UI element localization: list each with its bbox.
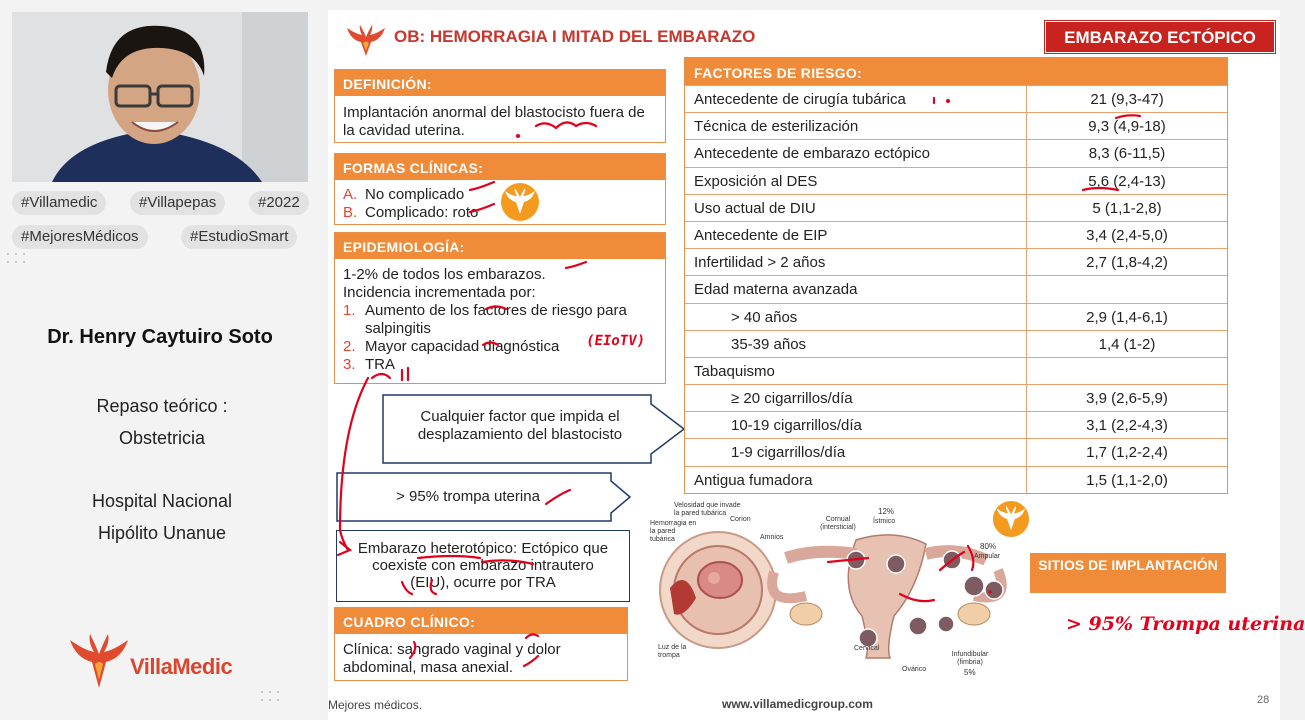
risk-table-header: FACTORES DE RIESGO: (685, 58, 1227, 85)
epidemiologia-box (334, 232, 666, 384)
table-row (685, 357, 1227, 384)
diagram-label: Luz de la trompa (658, 644, 687, 659)
presenter-name: Dr. Henry Caytuiro Soto (47, 326, 273, 348)
phoenix-badge-icon (992, 500, 1030, 538)
hashtag: #Villapepas (130, 191, 225, 215)
list-item-text: Complicado: roto (365, 204, 479, 221)
list-item (343, 356, 657, 374)
factor-callout-text: Cualquier factor que impida el desplazamiento del blastocisto (417, 408, 623, 443)
risk-table-body (685, 85, 1227, 493)
list-item-text: Aumento de los factores de riesgo para salpingitis (365, 302, 627, 337)
risk-value-cell: 5 (1,1-2,8) (1092, 199, 1162, 217)
diagram-label: Cervical (854, 645, 880, 652)
diagram-label: 12% (878, 507, 895, 516)
definicion-box (334, 69, 666, 143)
table-row (685, 411, 1227, 438)
epidemiologia-content (335, 259, 665, 378)
presenter-panel (0, 0, 320, 720)
list-marker: 1. (343, 302, 356, 319)
diagram-label: Ampular (974, 553, 1001, 560)
footer-url: www.villamedicgroup.com (722, 697, 873, 711)
diagram-label: Ovárico (902, 666, 927, 673)
risk-value-cell: 2,7 (1,8-4,2) (1086, 254, 1168, 272)
brand-name: VillaMedic (130, 654, 233, 679)
list-item-text: No complicado (365, 186, 465, 203)
list-marker: B. (343, 204, 358, 221)
risk-factor-cell: Técnica de esterilización (685, 113, 1027, 139)
table-row (685, 275, 1227, 302)
risk-value-cell (1027, 276, 1227, 302)
risk-value-cell: 2,9 (1,4-6,1) (1086, 308, 1168, 326)
risk-factor-cell: > 40 años (685, 304, 1027, 330)
handwritten-note: (EIoTV) (584, 333, 647, 349)
diagram-label: Infundibular (fimbria) (951, 651, 989, 666)
slide-title: OB: HEMORRAGIA I MITAD DEL EMBARAZO (394, 27, 756, 46)
heterotopico-callout: Embarazo heterotópico: Ectópico que coexiste con embarazo intrautero (EIU), ocurre por TRA (336, 530, 630, 602)
list-item-text: Mayor capacidad diagnóstica (365, 338, 560, 355)
risk-factor-cell: Antecedente de EIP (685, 222, 1027, 248)
table-row (685, 330, 1227, 357)
handwritten-note: > 95% Trompa uterina (1066, 613, 1305, 635)
diagram-label: 5% (964, 668, 976, 677)
table-row (685, 438, 1227, 465)
info-line: Hipólito Unanue (97, 523, 227, 543)
footer-tagline: Mejores médicos. (328, 698, 423, 712)
risk-value-cell: 3,1 (2,2-4,3) (1086, 417, 1168, 435)
risk-factor-cell: Exposición al DES (685, 168, 1027, 194)
risk-value-cell: 1,7 (1,2-2,4) (1086, 444, 1168, 462)
risk-factor-cell: Antigua fumadora (685, 467, 1027, 493)
risk-factor-cell: Tabaquismo (685, 358, 1027, 384)
risk-factor-cell: Antecedente de embarazo ectópico (685, 140, 1027, 166)
table-row (685, 303, 1227, 330)
risk-factor-cell: 1-9 cigarrillos/día (685, 439, 1027, 465)
epidemiologia-header: EPIDEMIOLOGÍA: (335, 233, 665, 259)
risk-value-cell: 9,3 (4,9-18) (1088, 118, 1166, 136)
cuadro-header: CUADRO CLÍNICO: (335, 608, 627, 634)
diagram-label: Corion (730, 516, 751, 523)
risk-factor-cell: ≥ 20 cigarrillos/día (685, 385, 1027, 411)
info-line: Obstetricia (118, 428, 206, 448)
diagram-label: Cornual (intersticial) (820, 516, 856, 531)
table-row (685, 194, 1227, 221)
phoenix-logo-icon (68, 632, 130, 692)
diagram-label: Hemorragia en la pared tubárica (650, 520, 697, 543)
diagram-label: Amnios (760, 534, 784, 541)
risk-factor-cell: Infertilidad > 2 años (685, 249, 1027, 275)
hashtag: #Villamedic (12, 191, 106, 215)
page-number: 28 (1257, 694, 1270, 706)
list-marker: 3. (343, 356, 356, 373)
risk-factor-cell: 10-19 cigarrillos/día (685, 412, 1027, 438)
cuadro-text: Clínica: sangrado vaginal y dolor abdominal, masa anexial. (343, 641, 561, 676)
cuadro-clinico-box (334, 607, 628, 681)
risk-value-cell: 8,3 (6-11,5) (1088, 145, 1166, 163)
dot-grid-decoration (4, 250, 44, 290)
table-row (685, 85, 1227, 112)
presenter-video-image (12, 12, 308, 182)
diagram-label: Ístmico (873, 518, 896, 525)
risk-factor-cell: Edad materna avanzada (685, 276, 1027, 302)
slide (328, 10, 1305, 720)
list-item-text: TRA (365, 356, 395, 373)
villamedic-logo (68, 632, 258, 692)
formas-header: FORMAS CLÍNICAS: (335, 154, 665, 180)
dot-grid-decoration (258, 688, 288, 718)
webcam-feed (12, 12, 308, 182)
phoenix-logo-icon (346, 24, 386, 58)
table-row (685, 248, 1227, 275)
info-line: Hospital Nacional (91, 491, 233, 511)
list-marker: 2. (343, 338, 356, 355)
phoenix-badge-icon (500, 182, 540, 222)
topic-badge: EMBARAZO ECTÓPICO (1045, 21, 1275, 53)
diagram-label: 80% (980, 542, 997, 551)
trompa-callout-text: > 95% trompa uterina (396, 488, 540, 505)
risk-value-cell: 3,9 (2,6-5,9) (1086, 390, 1168, 408)
definicion-text: Implantación anormal del blastocisto fuera de la cavidad uterina. (343, 104, 645, 139)
hashtag: #EstudioSmart (181, 225, 297, 249)
risk-factor-cell: Antecedente de cirugía tubárica (685, 86, 1027, 112)
info-line: Repaso teórico : (96, 396, 228, 416)
table-row (685, 167, 1227, 194)
risk-value-cell: 1,5 (1,1-2,0) (1086, 471, 1168, 489)
diagram-label: Velosidad que invade la pared tubárica (674, 502, 741, 517)
table-row (685, 466, 1227, 493)
risk-factors-table (684, 57, 1228, 494)
table-row (685, 384, 1227, 411)
sitios-implantacion-badge: SITIOS DE IMPLANTACIÓN (1030, 553, 1226, 593)
risk-value-cell: 21 (9,3-47) (1090, 91, 1164, 108)
definicion-header: DEFINICIÓN: (335, 70, 665, 96)
epidemiologia-line: 1-2% de todos los embarazos. (343, 266, 546, 283)
hashtag: #2022 (249, 191, 309, 215)
risk-value-cell (1027, 358, 1227, 384)
table-row (685, 139, 1227, 166)
risk-value-cell: 3,4 (2,4-5,0) (1086, 226, 1168, 244)
hashtag: #MejoresMédicos (12, 225, 148, 249)
list-marker: A. (343, 186, 358, 203)
table-row (685, 112, 1227, 139)
risk-factor-cell: 35-39 años (685, 331, 1027, 357)
risk-factor-cell: Uso actual de DIU (685, 195, 1027, 221)
table-row (685, 221, 1227, 248)
risk-value-cell: 5,6 (2,4-13) (1088, 172, 1166, 190)
epidemiologia-line: Incidencia incrementada por: (343, 284, 536, 301)
risk-value-cell: 1,4 (1-2) (1098, 335, 1156, 353)
